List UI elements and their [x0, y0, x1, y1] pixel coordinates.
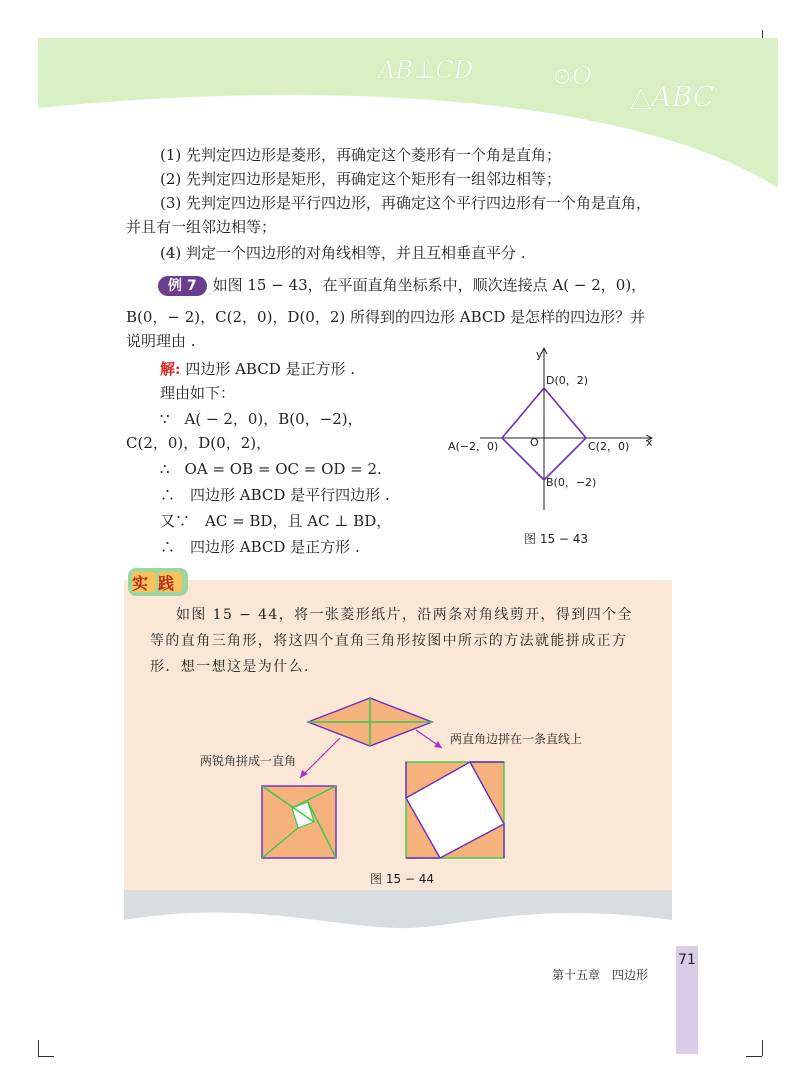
point-a-label: A(−2，0): [448, 440, 499, 453]
solution-text: 四边形 ABCD 是正方形 .: [185, 360, 356, 378]
crop-mark: [38, 1040, 39, 1056]
body-line: (2) 先判定四边形是矩形，再确定这个矩形有一组邻边相等；: [160, 170, 562, 188]
practice-text: 等的直角三角形，将这四个直角三角形按图中所示的方法就能拼成正方: [150, 633, 628, 649]
figure-15-43: [440, 340, 670, 520]
body-line: (4) 判定一个四边形的对角线相等，并且互相垂直平分 .: [160, 244, 526, 262]
page-number: 71: [678, 952, 696, 968]
solution-line: ∵ A( − 2，0)，B(0，−2)，: [160, 410, 363, 428]
label-right: 两直角边拼在一条直线上: [450, 732, 583, 746]
body-line: (3) 先判定四边形是平行四边形，再确定这个平行四边形有一个角是直角，: [160, 194, 652, 212]
point-d-label: D(0，2): [546, 374, 589, 387]
practice-text: 形．想一想这是为什么．: [150, 659, 320, 675]
solution-label: 解:: [160, 360, 181, 378]
figure-caption: 图 15 − 43: [524, 532, 589, 546]
solution-line: ∴ 四边形 ABCD 是平行四边形 .: [160, 486, 390, 504]
solution-line: 又∵ AC = BD，且 AC ⊥ BD，: [160, 512, 392, 530]
crop-mark: [38, 1056, 54, 1057]
body-line: (1) 先判定四边形是菱形，再确定这个菱形有一个角是直角；: [160, 146, 562, 164]
example-line: B(0，− 2)，C(2，0)，D(0，2) 所得到的四边形 ABCD 是怎样的四边形？并: [126, 308, 646, 326]
solution-line: ∴ 四边形 ABCD 是正方形 .: [160, 538, 360, 556]
point-c-label: C(2，0): [588, 440, 630, 453]
solution-line: [160, 358, 355, 380]
solution-line: ∴ OA = OB = OC = OD = 2.: [160, 460, 382, 478]
solution-line: 理由如下：: [160, 384, 236, 402]
example-badge: 例 7: [158, 276, 207, 296]
arrow-left: [300, 738, 340, 778]
body-line: 并且有一组邻边相等；: [126, 218, 277, 236]
example-text: 如图 15 − 43，在平面直角坐标系中，顺次连接点 A( − 2，0)，: [212, 276, 647, 294]
point-b-label: B(0，−2): [546, 476, 597, 489]
header-deco-text: ⊙O: [552, 62, 592, 90]
solution-line: C(2，0)，D(0，2)，: [126, 434, 272, 452]
practice-text: 如图 15 − 44，将一张菱形纸片，沿两条对角线剪开，得到四个全: [176, 607, 633, 623]
practice-title: 实践: [132, 574, 185, 593]
figure-caption: 图 15 − 44: [370, 872, 435, 886]
crop-mark: [746, 1056, 762, 1057]
chapter-title: 第十五章 四边形: [552, 968, 649, 982]
example-line: [158, 274, 646, 296]
arrow-head: [434, 741, 442, 748]
figure-15-44: [124, 690, 672, 890]
header-deco-text: AB⊥CD: [378, 56, 474, 84]
crop-mark: [762, 1040, 763, 1056]
origin-label: O: [530, 436, 539, 449]
y-axis-label: y: [536, 348, 543, 361]
x-axis-label: x: [646, 436, 653, 449]
label-left: 两锐角拼成一直角: [200, 754, 297, 768]
header-deco-text: △ABC: [630, 80, 715, 113]
practice-box-shadow: [124, 890, 672, 940]
example-line: 说明理由 .: [126, 332, 196, 350]
